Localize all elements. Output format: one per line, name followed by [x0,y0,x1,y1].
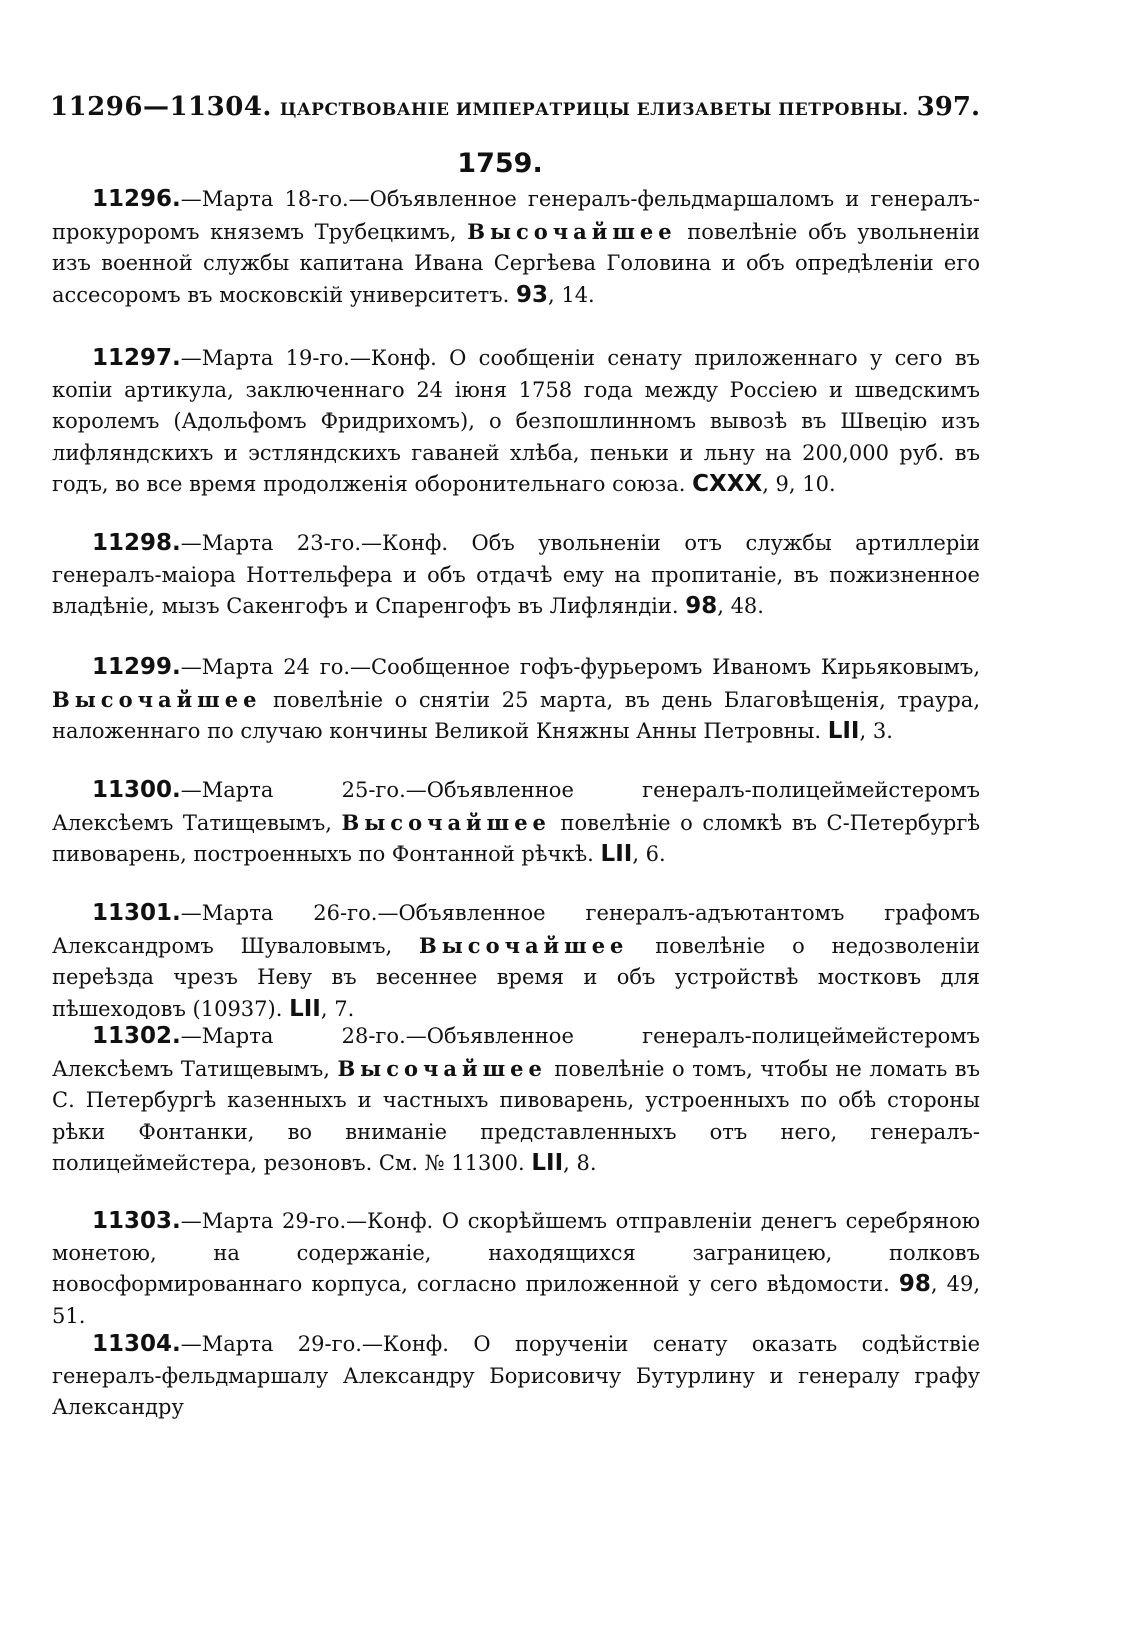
entry-emphasis: Высочайшее [52,686,262,712]
entry-source-pages: , 3. [859,719,893,743]
entry-text: —Марта 26-го.—Объявленное генералъ-адъютантомъ графомъ Александромъ Шуваловымъ, [52,901,980,958]
entry-text: —Марта 29-го.—Конф. О порученіи сенату оказать содѣйствіе генералъ-фельдмаршалу Александру Борисовичу Бутурлину и генералу графу Александру [52,1332,980,1419]
entry-emphasis: Высочайшее [467,218,677,244]
entry-text-cont: повелѣніе объ увольненіи изъ военной службы капитана Ивана Сергѣева Головина и объ опредѣленіи его ассесоромъ въ московскій университетъ. [52,219,981,307]
entry-text-cont: повелѣніе о недозволеніи переѣзда чрезъ Неву въ весеннее время и объ устройствѣ мостковъ для пѣшеходовъ (10937). [52,933,980,1021]
entry-text-cont: повелѣніе о томъ, чтобы не ломать въ С. Петербургѣ казенныхъ и частныхъ пивоварень, устроенныхъ по обѣ стороны рѣки Фонтанки, во вниманіе представленныхъ отъ него, генералъ-полицеймейстера, резоновъ. См. № 11300. [52,1056,980,1175]
entry-source-ref: LII [827,718,860,744]
entry-11304 [52,1329,980,1424]
entry-text: —Марта 19-го.—Конф. О сообщеніи сенату приложеннаго у сего въ копіи артикула, заключеннаго 24 іюня 1758 года между Россіею и шведскимъ королемъ (Адольфомъ Фридрихомъ), о безпошлинномъ вывозѣ въ Швецію изъ лифляндскихъ и эстляндскихъ гаваней хлѣба, пеньки и льну на 200,000 руб. въ годъ, во все время продолженія оборонительнаго союза. [52,346,980,496]
entry-number: 11298. [92,530,181,556]
entry-source-pages: , 7. [320,996,355,1021]
entry-11301 [52,898,980,1025]
entry-source-ref: 93 [515,281,548,308]
entry-text-cont: повелѣніе о снятіи 25 марта, въ день Благовѣщенія, траура, наложеннаго по случаю кончины Великой Княжны Анны Петровны. [52,687,980,743]
entry-number: 11304. [92,1331,181,1357]
entry-text: —Марта 24 го.—Сообщенное гофъ-фурьеромъ Иваномъ Кирьяковымъ, [180,655,980,679]
entry-number: 11296. [92,186,181,212]
entry-source-ref: LII [600,841,633,867]
entry-text: —Марта 25-го.—Объявленное генералъ-полицеймейстеромъ Алексѣемъ Татищевымъ, [52,778,980,835]
entry-11299 [52,652,980,748]
year-heading: 1759. [457,148,543,179]
entry-11298 [52,528,980,623]
entry-number: 11299. [92,654,181,680]
entry-number: 11297. [92,345,181,371]
entry-source-ref: CXXX [692,471,763,497]
entry-text: —Марта 23-го.—Конф. Объ увольненіи отъ службы артиллеріи генералъ-маіора Ноттельфера и объ отдачѣ ему на пропитаніе, въ пожизненное владѣніе, мызъ Сакенгофъ и Спаренгофъ въ Лифляндіи. [52,531,980,618]
entry-source-pages: , 9, 10. [762,472,836,496]
running-header [50,92,980,122]
entry-text: —Марта 28-го.—Объявленное генералъ-полицеймейстеромъ Алексѣемъ Татищевымъ, [52,1024,980,1081]
header-decree-range: 11296—11304. [50,92,272,122]
entry-11303 [52,1206,980,1332]
entry-text: —Марта 18-го.—Объявленное генералъ-фельдмаршаломъ и генералъ-прокуроромъ княземъ Трубецкимъ, [52,187,980,244]
entry-emphasis: Высочайшее [418,932,629,958]
page-number: 397. [916,92,980,122]
entry-source-ref: 98 [685,593,718,619]
entry-number: 11303. [92,1208,181,1234]
entry-11296 [52,184,980,311]
entry-emphasis: Высочайшее [337,1055,547,1081]
entry-text: —Марта 29-го.—Конф. О скорѣйшемъ отправленіи денегъ серебряною монетою, на содержаніе, находящихся заграницею, полковъ новосформированнаго корпуса, согласно приложенной у сего вѣдомости. [52,1209,980,1296]
entry-source-pages: , 8. [563,1151,597,1175]
entry-text-cont: повелѣніе о сломкѣ въ С-Петербургѣ пивоварень, построенныхъ по Фонтанной рѣчкѣ. [52,810,980,866]
entry-11297 [52,343,980,501]
entry-source-pages: , 14. [547,282,595,307]
entry-source-ref: LII [289,995,321,1022]
header-title: ЦАРСТВОВАНІЕ ИМПЕРАТРИЦЫ ЕЛИЗАВЕТЫ ПЕТРОВНЫ. [279,100,909,120]
entry-source-pages: , 49, 51. [52,1272,980,1328]
entry-source-pages: , 48. [717,594,764,618]
entry-11302 [52,1021,980,1180]
entry-number: 11302. [92,1023,181,1049]
entry-emphasis: Высочайшее [341,809,551,835]
entry-number: 11300. [92,777,181,803]
entry-source-ref: LII [531,1150,564,1176]
entry-source-ref: 98 [898,1271,931,1297]
entry-source-pages: , 6. [632,842,666,866]
entry-11300 [52,775,980,871]
entry-number: 11301. [92,900,181,926]
